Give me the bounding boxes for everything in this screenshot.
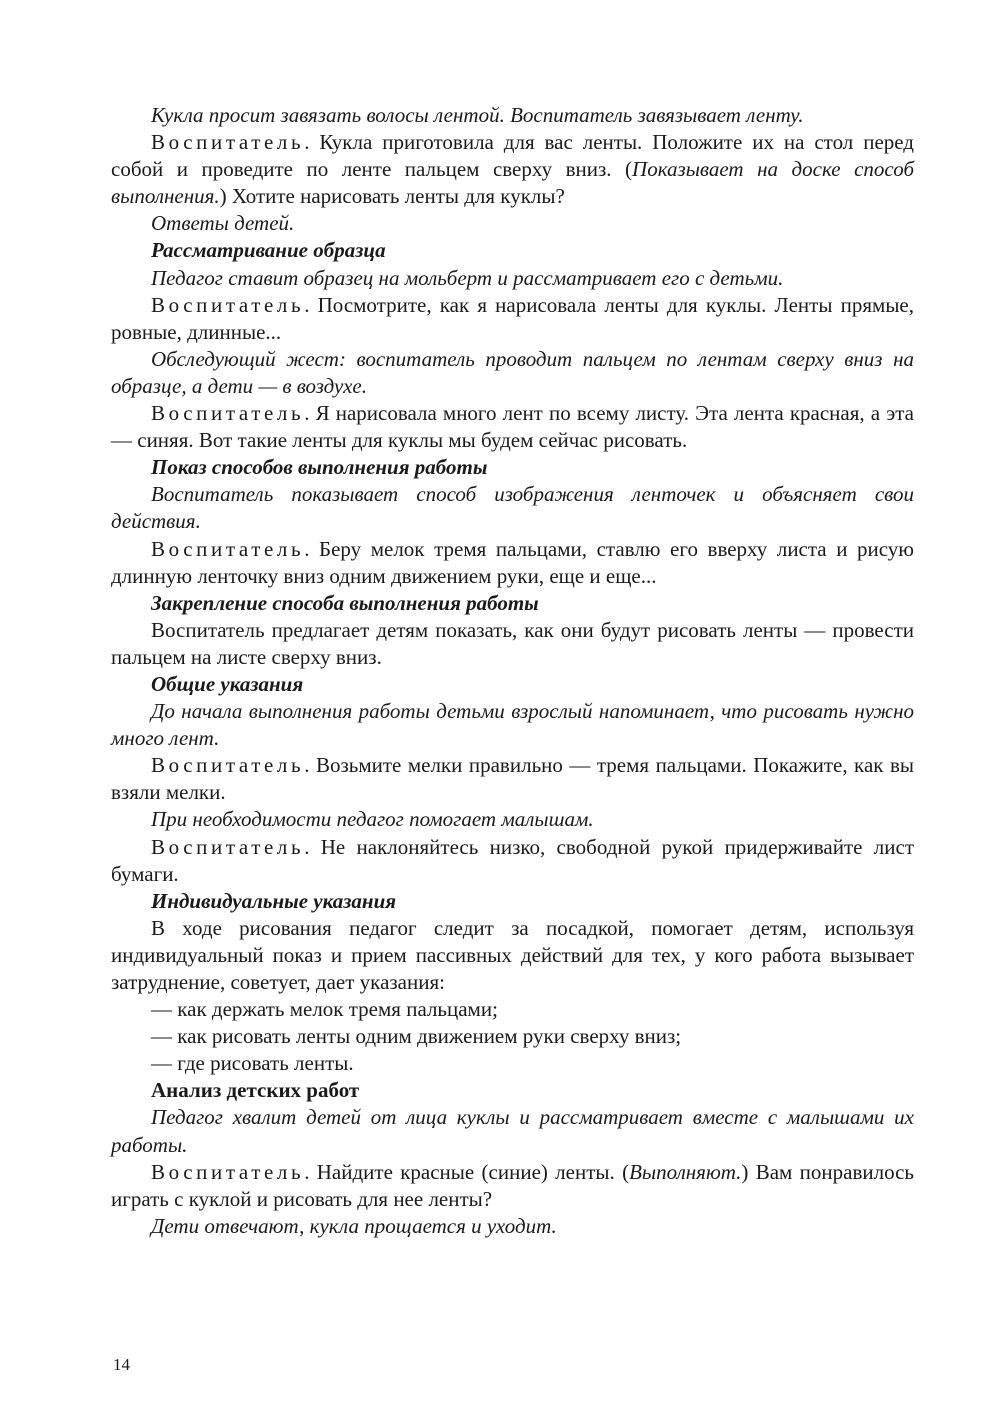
dialogue-text: ) Вам понравилось играть с куклой и рисовать для нее ленты? (111, 1159, 914, 1211)
section-heading: Закрепление способа выполнения работы (151, 590, 539, 615)
list-item: — как рисовать ленты одним движением руки сверху вниз; (151, 1024, 682, 1049)
stage-direction: Педагог ставит образец на мольберт и рассматривает его с детьми. (151, 265, 784, 290)
speaker-label: Воспитатель (151, 753, 305, 778)
list-item: — где рисовать ленты. (151, 1051, 354, 1076)
stage-direction: До начала выполнения работы детьми взрослый напоминает, что рисовать нужно много лент. (111, 699, 914, 751)
dialogue-text: . Беру мелок тремя пальцами, ставлю его вверху листа и рисую длинную ленточку вниз одним движением руки, еще и еще... (111, 536, 914, 588)
dialogue-text: . Кукла приготовила для вас ленты. Положите их на стол перед собой и проведите по ленте пальцем сверху вниз. ( (111, 130, 914, 182)
inline-direction: Показывает на доске способ выполнения. (111, 157, 915, 209)
dialogue-text: . Посмотрите, как я нарисовала ленты для куклы. Ленты прямые, ровные, длинные... (111, 292, 914, 344)
stage-direction: Ответы детей. (151, 211, 295, 236)
dialogue-text: . Я нарисовала много лент по всему листу. Эта лента красная, а эта — синяя. Вот такие ленты для куклы мы будем сейчас рисовать. (111, 401, 914, 453)
dialogue-text: . Найдите красные (синие) ленты. ( (304, 1159, 630, 1184)
section-heading: Рассматривание образца (151, 238, 386, 263)
stage-direction: Воспитатель показывает способ изображения ленточек и объясняет свои действия. (111, 482, 914, 534)
speaker-label: Воспитатель (151, 536, 305, 561)
dialogue-text: ) Хотите нарисовать ленты для куклы? (219, 184, 565, 209)
section-heading: Индивидуальные указания (151, 888, 397, 913)
dialogue-paragraph (111, 752, 914, 806)
speaker-label: Воспитатель (151, 292, 305, 317)
stage-direction: Обследующий жест: воспитатель проводит пальцем по лентам сверху вниз на образце, а дети — в воздухе. (111, 346, 914, 398)
section-heading: Показ способов выполнения работы (151, 455, 488, 480)
page-number: 14 (113, 1355, 130, 1374)
stage-direction: При необходимости педагог помогает малышам. (151, 807, 594, 832)
dialogue-paragraph (111, 400, 914, 454)
speaker-label: Воспитатель (151, 401, 305, 426)
speaker-label: Воспитатель (151, 834, 305, 859)
dialogue-text: . Не наклоняйтесь низко, свободной рукой придерживайте лист бумаги. (111, 834, 914, 886)
body-paragraph: В ходе рисования педагог следит за посадкой, помогает детям, используя индивидуальный показ и прием пассивных действий для тех, у кого работа вызывает затруднение, советует, дает указания: (111, 915, 914, 994)
body-paragraph: Воспитатель предлагает детям показать, как они будут рисовать ленты — провести пальцем на листе сверху вниз. (111, 617, 914, 669)
inline-direction: Выполняют. (629, 1159, 742, 1184)
page-body (111, 102, 914, 1240)
dialogue-paragraph (111, 536, 914, 590)
list-item: — как держать мелок тремя пальцами; (151, 997, 498, 1022)
stage-direction: Дети отвечают, кукла прощается и уходит. (151, 1213, 557, 1238)
dialogue-paragraph (111, 129, 914, 210)
dialogue-text: . Возьмите мелки правильно — тремя пальцами. Покажите, как вы взяли мелки. (111, 753, 914, 805)
section-heading: Анализ детских работ (151, 1078, 360, 1103)
stage-direction: Педагог хвалит детей от лица куклы и рассматривает вместе с малышами их работы. (111, 1105, 914, 1157)
speaker-label: Воспитатель (151, 130, 305, 155)
stage-direction: Кукла просит завязать волосы лентой. Воспитатель завязывает ленту. (151, 103, 804, 127)
dialogue-paragraph (111, 1159, 914, 1213)
dialogue-paragraph (111, 834, 914, 888)
speaker-label: Воспитатель (151, 1159, 305, 1184)
dialogue-paragraph (111, 292, 914, 346)
section-heading: Общие указания (151, 671, 304, 696)
